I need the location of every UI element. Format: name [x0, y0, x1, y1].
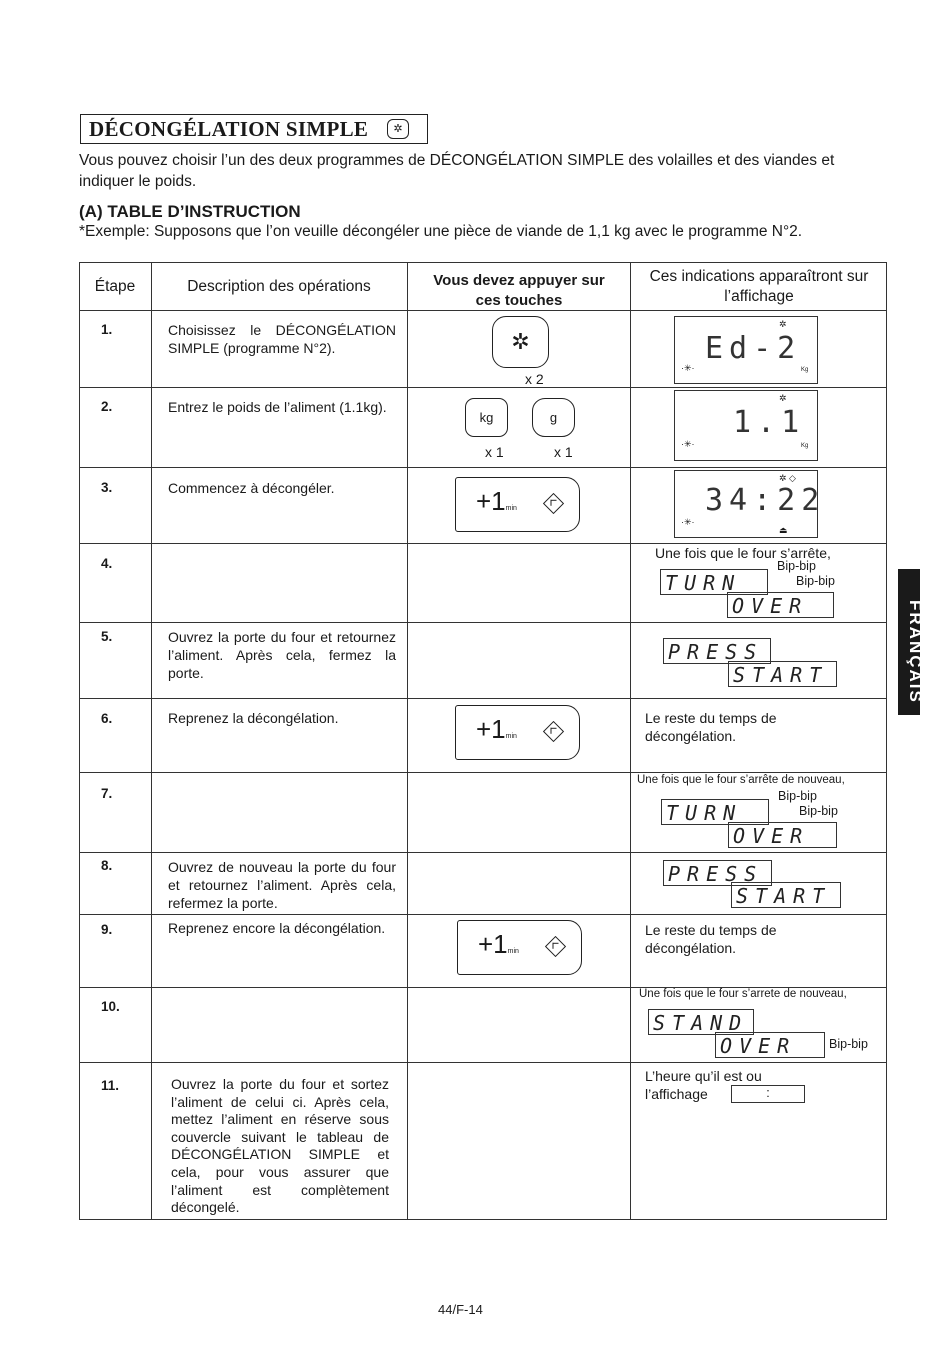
header-step: Étape	[94, 278, 136, 295]
display-info: Une fois que le four s’arrête de nouveau,	[637, 774, 845, 786]
beep-text: Bip-bip	[777, 559, 816, 573]
step-description: Reprenez la décongélation.	[168, 710, 339, 726]
display-info: Une fois que le four s’arrete de nouveau,	[639, 988, 847, 1000]
lcd-message: START	[728, 661, 837, 687]
display-info: Le reste du temps de décongélation.	[645, 710, 777, 744]
beep-text: Bip-bip	[799, 804, 838, 818]
step-number: 7.	[101, 786, 113, 801]
lcd-message: START	[731, 882, 841, 908]
start-plus-one-minute-key[interactable]	[455, 477, 580, 532]
header-display: Ces indications apparaîtront sur l’affichage	[649, 268, 869, 305]
step-description: Entrez le poids de l’aliment (1.1kg).	[168, 399, 387, 415]
instruction-table	[79, 262, 887, 1220]
step-number: 3.	[101, 480, 113, 495]
dish-icon: ⏏	[779, 525, 788, 535]
display-info: Une fois que le four s’arrête,	[655, 545, 831, 561]
lcd-message: PRESS	[663, 860, 772, 886]
lcd-message: PRESS	[663, 638, 771, 664]
display-value: Ed-2	[705, 331, 802, 366]
defrost-indicator-icon: ✲ ◇	[779, 473, 796, 483]
title-box	[80, 114, 428, 144]
press-count: x 1	[554, 444, 573, 460]
section-title: (A) TABLE D’INSTRUCTION	[79, 202, 301, 221]
lcd-message: OVER	[715, 1032, 825, 1058]
display-info: L’heure qu’il est ou l’affichage	[645, 1068, 762, 1102]
step-number: 4.	[101, 556, 113, 571]
header-description: Description des opérations	[187, 278, 371, 295]
step-description: Ouvrez de nouveau la porte du four et retournez l’aliment. Après cela, refermez la porte.	[168, 859, 396, 911]
step-number: 11.	[101, 1078, 120, 1093]
defrost-key[interactable]: ✲	[492, 316, 549, 368]
page-number: 44/F-14	[438, 1302, 483, 1317]
press-count: x 1	[485, 444, 504, 460]
display-value: 1.1	[733, 405, 806, 440]
display-panel	[674, 470, 826, 538]
sparkle-icon: ·✳·	[681, 517, 695, 527]
start-icon	[543, 493, 564, 514]
lcd-message: TURN	[660, 569, 768, 595]
example-text: *Exemple: Supposons que l’on veuille décongéler une pièce de viande de 1,1 kg avec le programme N°2.	[79, 223, 803, 240]
sparkle-icon: ·✳·	[681, 363, 695, 373]
start-key-min: min	[507, 948, 519, 955]
defrost-icon: ✲	[387, 119, 409, 139]
start-key-label: +1	[478, 929, 508, 959]
sparkle-icon: ·✳·	[681, 439, 695, 449]
display-panel: 1.1 ✲ ·✳· Kg	[674, 390, 818, 461]
start-plus-one-minute-key[interactable]	[455, 705, 580, 760]
step-description: Choisissez le DÉCONGÉLATION SIMPLE (programme N°2).	[168, 322, 396, 356]
lcd-message: STAND	[648, 1009, 754, 1035]
start-plus-one-minute-key[interactable]	[457, 920, 582, 975]
clock-display: :	[731, 1085, 805, 1103]
press-count: x 2	[525, 371, 544, 387]
display-info: Le reste du temps de décongélation.	[645, 922, 777, 956]
step-number: 2.	[101, 399, 113, 414]
beep-text: Bip-bip	[778, 789, 817, 803]
step-number: 6.	[101, 711, 113, 726]
kg-key[interactable]: kg	[465, 398, 508, 437]
defrost-indicator-icon: ✲	[779, 393, 787, 403]
step-number: 9.	[101, 922, 113, 937]
language-tab-label: FRANÇAIS	[906, 600, 925, 704]
start-icon	[545, 936, 566, 957]
intro-text: Vous pouvez choisir l’un des deux programmes de DÉCONGÉLATION SIMPLE des volailles et des viandes et indiquer le poids.	[79, 152, 835, 190]
step-number: 1.	[101, 322, 113, 337]
display-panel: Ed-2 ✲ ·✳· Kg	[674, 316, 818, 384]
defrost-indicator-icon: ✲	[779, 319, 787, 329]
start-key-label: +1	[476, 486, 506, 516]
g-key[interactable]: g	[532, 398, 575, 437]
page-title: DÉCONGÉLATION SIMPLE	[89, 117, 369, 141]
start-key-min: min	[505, 733, 517, 740]
step-description: Commencez à décongéler.	[168, 480, 335, 496]
step-description: Ouvrez la porte du four et sortez l’aliment de celui ci. Après cela, mettez l’aliment en réserve sous couvercle suivant le tableau de DÉCONGÉLATION SIMPLE et cela, pour vous assurer que l’aliment est complètement décongelé.	[171, 1076, 389, 1216]
header-keys: Vous devez appuyer sur ces touches	[433, 272, 605, 309]
start-icon	[543, 721, 564, 742]
step-description: Ouvrez la porte du four et retournez l’aliment. Après cela, fermez la porte.	[168, 629, 396, 681]
beep-text: Bip-bip	[829, 1037, 868, 1051]
step-number: 5.	[101, 629, 113, 644]
start-key-label: +1	[476, 714, 506, 744]
step-number: 8.	[101, 858, 113, 873]
lcd-message: OVER	[727, 592, 834, 618]
display-value: 34:22	[705, 483, 826, 518]
lcd-message: OVER	[728, 822, 837, 848]
step-number: 10.	[101, 999, 120, 1014]
start-key-min: min	[505, 505, 517, 512]
beep-text: Bip-bip	[796, 574, 835, 588]
step-description: Reprenez encore la décongélation.	[168, 920, 386, 936]
lcd-message: TURN	[661, 799, 769, 825]
